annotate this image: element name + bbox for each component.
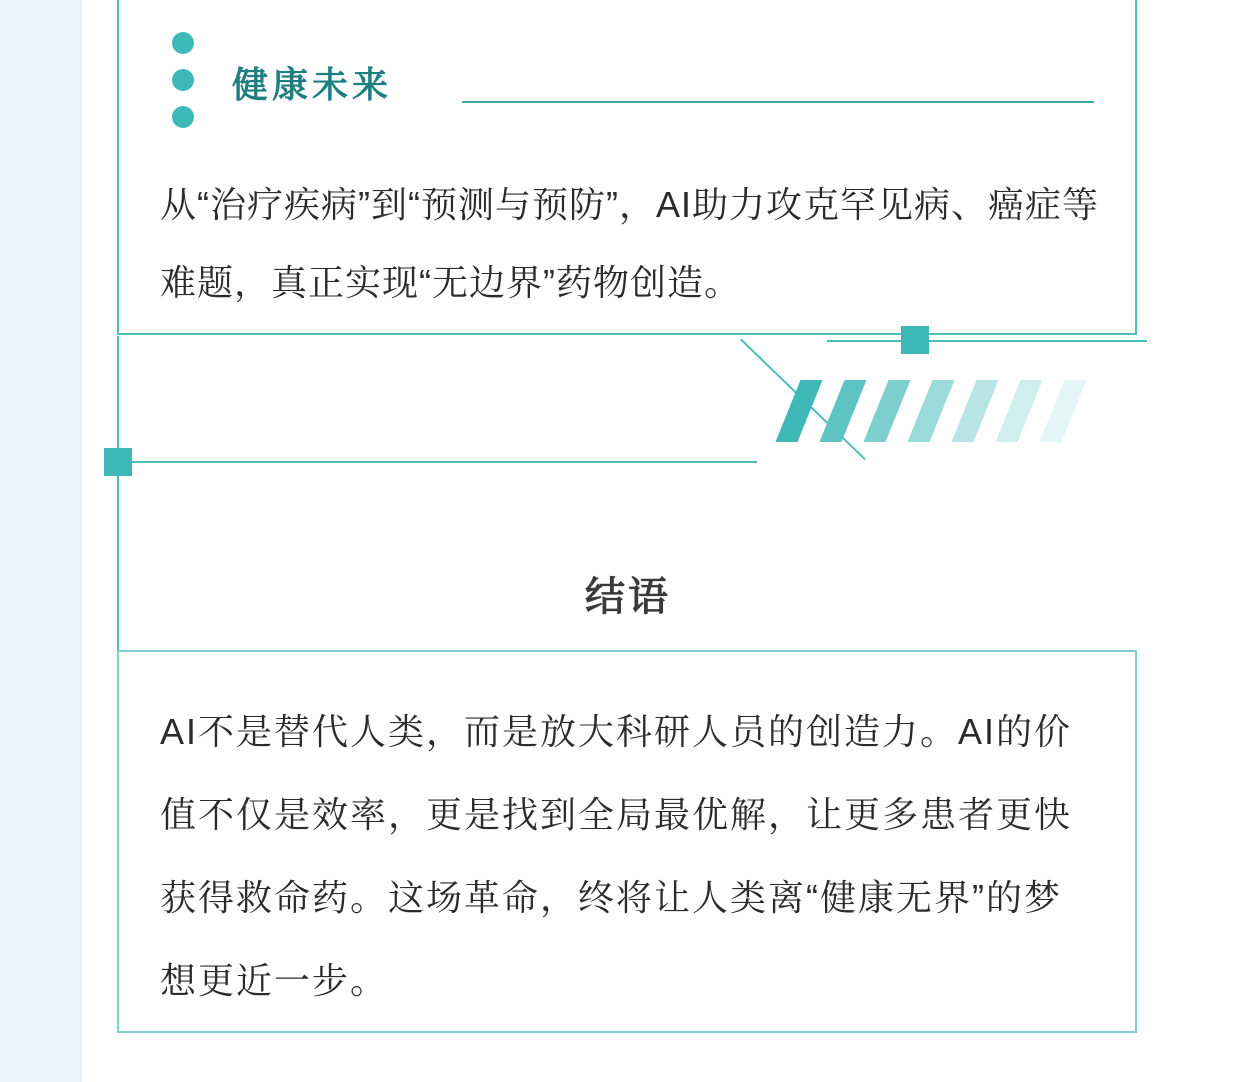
stripe-icon [819,380,866,442]
title-divider [462,101,1094,103]
square-marker-icon [901,326,929,354]
stripe-icon [863,380,910,442]
stripe-group-icon [788,380,1118,442]
dot-icon [172,69,194,91]
stripe-icon [995,380,1042,442]
closing-body: AI不是替代人类，而是放大科研人员的创造力。AI的价值不仅是效率，更是找到全局最优解，让更多患者更快获得救命药。这场革命，终将让人类离“健康无界”的梦想更近一步。 [160,711,1073,1001]
stripe-icon [1039,380,1086,442]
bracket-bottom-line [117,461,757,463]
bracket-top-line [827,340,1147,342]
stripe-icon [951,380,998,442]
dot-icon [172,32,194,54]
bullet-dots-icon [172,32,194,128]
dot-icon [172,106,194,128]
health-future-title: 健康未来 [232,64,393,105]
health-future-body: 从“治疗疾病”到“预测与预防”，AI助力攻克罕见病、癌症等难题，真正实现“无边界”药物创造。 [160,184,1099,303]
decorative-bracket [100,330,1160,475]
closing-title: 结语 [585,575,671,619]
square-marker-icon [104,448,132,476]
stripe-icon [907,380,954,442]
